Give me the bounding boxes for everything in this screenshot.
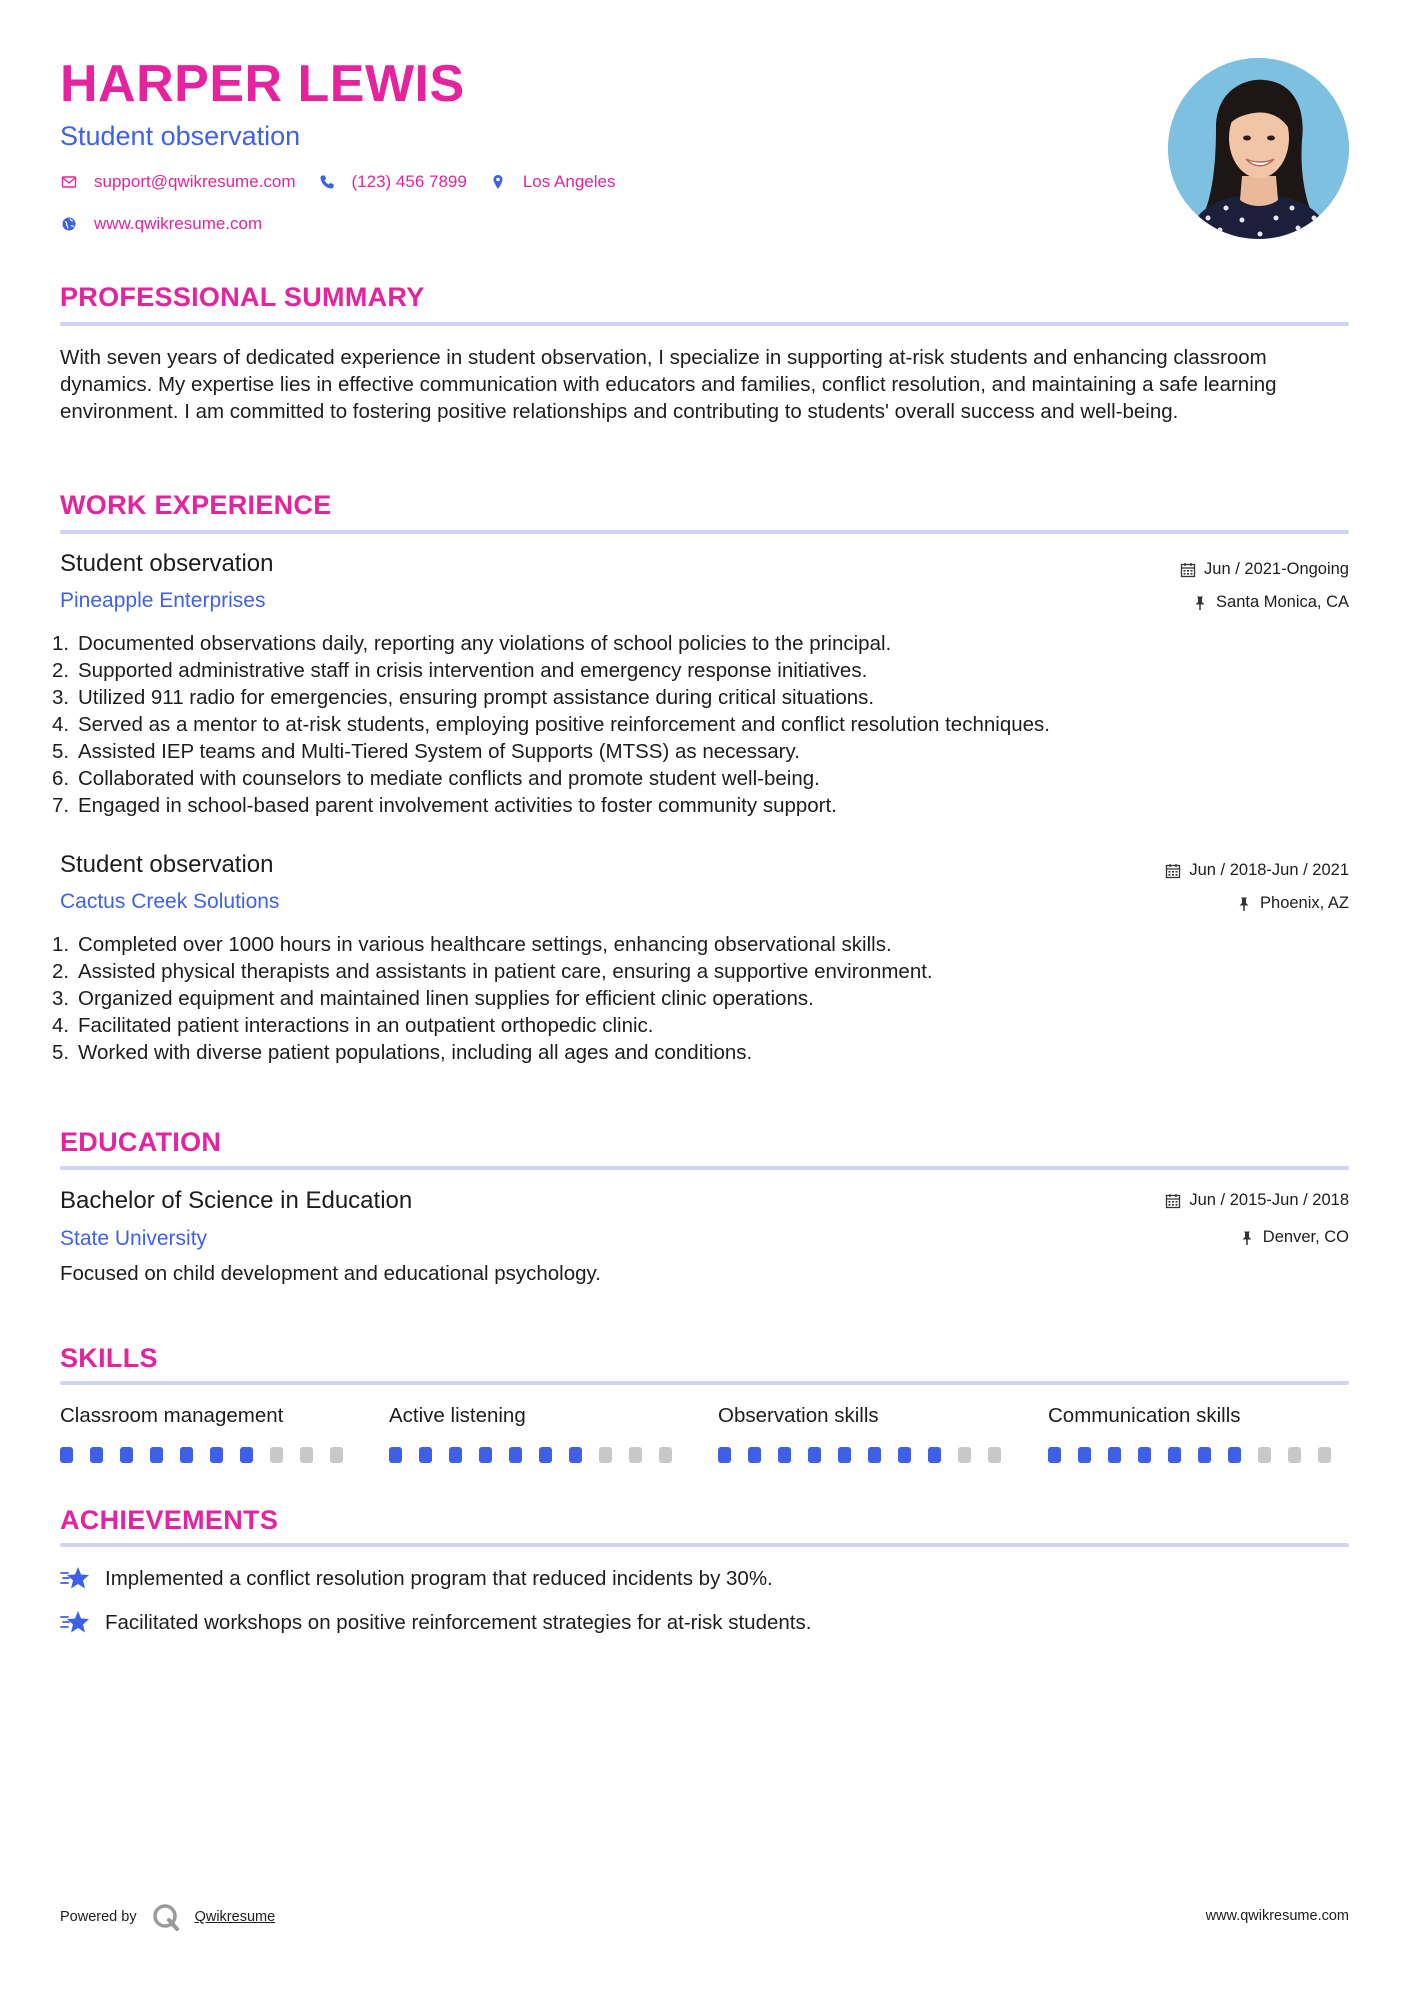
skill-dot-filled <box>868 1447 881 1463</box>
contact-website[interactable] <box>60 214 262 234</box>
calendar-icon <box>1180 562 1196 578</box>
job-location-text: Phoenix, AZ <box>1260 894 1349 912</box>
contact-row <box>60 172 637 192</box>
job-location <box>1236 894 1349 914</box>
education-location <box>1239 1228 1349 1248</box>
envelope-icon <box>60 173 78 191</box>
job-title: Student observation <box>60 550 274 577</box>
calendar-icon <box>1165 1193 1181 1209</box>
skill-name: Classroom management <box>60 1404 284 1427</box>
summary-text: With seven years of dedicated experience in student observation, I specialize in supporting at-risk students and enhancing classroom dynamics. My expertise lies in effective communication with educators and families, conflict resolution, and maintaining a safe learning environment. I am committed to fostering positive relationships and contributing to students' overall success and well-being. <box>60 346 1277 423</box>
contact-location <box>489 172 616 192</box>
skill-name: Communication skills <box>1048 1404 1241 1427</box>
skill-dot-filled <box>808 1447 821 1463</box>
education-description: Focused on child development and educational psychology. <box>60 1262 601 1285</box>
list-item: 6. Collaborated with counselors to mediate conflicts and promote student well-being. <box>52 767 820 790</box>
location-text: Los Angeles <box>522 172 616 191</box>
website-text: www.qwikresume.com <box>94 214 263 233</box>
degree-title: Bachelor of Science in Education <box>60 1187 413 1214</box>
skill-level-dots <box>389 1447 689 1463</box>
skill-level-dots <box>1048 1447 1348 1463</box>
skill-dot-filled <box>778 1447 791 1463</box>
list-item: 4. Served as a mentor to at-risk students, employing positive reinforcement and conflict resolution techniques. <box>52 713 1050 736</box>
profile-photo <box>1168 58 1349 239</box>
skill-name: Active listening <box>389 1404 526 1427</box>
skill-item <box>718 1404 1018 1463</box>
contact-phone[interactable] <box>318 172 467 192</box>
achievement-text: Implemented a conflict resolution program that reduced incidents by 30%. <box>105 1567 773 1590</box>
skill-dot-filled <box>389 1447 402 1463</box>
skill-dot-filled <box>150 1447 163 1463</box>
section-divider <box>60 530 1349 534</box>
job-location-text: Santa Monica, CA <box>1216 593 1349 611</box>
section-title-summary: PROFESSIONAL SUMMARY <box>60 282 425 312</box>
qwikresume-logo-icon <box>151 1902 181 1932</box>
skill-item <box>389 1404 689 1463</box>
skill-dot-filled <box>449 1447 462 1463</box>
skill-dot-filled <box>1198 1447 1211 1463</box>
skill-dot-filled <box>1048 1447 1061 1463</box>
section-divider <box>60 1166 1349 1170</box>
skill-level-dots <box>60 1447 360 1463</box>
achievement-text: Facilitated workshops on positive reinforcement strategies for at-risk students. <box>105 1611 812 1634</box>
skill-dot-empty <box>988 1447 1001 1463</box>
education-dates-text: Jun / 2015-Jun / 2018 <box>1189 1191 1349 1209</box>
skill-dot-empty <box>1288 1447 1301 1463</box>
star-icon <box>60 1565 92 1593</box>
pushpin-icon <box>1236 896 1252 912</box>
phone-icon <box>318 173 336 191</box>
skill-dot-filled <box>898 1447 911 1463</box>
skill-dot-filled <box>180 1447 193 1463</box>
list-item: 1. Documented observations daily, reporting any violations of school policies to the principal. <box>52 632 892 655</box>
skill-item <box>60 1404 360 1463</box>
achievement-item <box>60 1609 811 1637</box>
candidate-role: Student observation <box>60 121 301 151</box>
qwikresume-link[interactable]: Qwikresume <box>194 1909 276 1925</box>
skill-dot-filled <box>1108 1447 1121 1463</box>
skill-dot-filled <box>928 1447 941 1463</box>
skill-dot-filled <box>60 1447 73 1463</box>
skill-dot-filled <box>1168 1447 1181 1463</box>
footer-powered-by <box>60 1902 275 1932</box>
section-title-education: EDUCATION <box>60 1127 222 1157</box>
skill-dot-empty <box>1258 1447 1271 1463</box>
skill-dot-filled <box>479 1447 492 1463</box>
list-item: 2. Supported administrative staff in crisis intervention and emergency response initiatives. <box>52 659 868 682</box>
section-divider <box>60 322 1349 326</box>
skill-dot-filled <box>569 1447 582 1463</box>
section-title-achievements: ACHIEVEMENTS <box>60 1505 279 1535</box>
skill-dot-filled <box>120 1447 133 1463</box>
skill-level-dots <box>718 1447 1018 1463</box>
job-title: Student observation <box>60 851 274 878</box>
list-item: 5. Worked with diverse patient populations, including all ages and conditions. <box>52 1041 753 1064</box>
job-duties-list <box>52 630 1342 819</box>
candidate-name: HARPER LEWIS <box>60 55 465 113</box>
section-divider <box>60 1381 1349 1385</box>
skill-dot-empty <box>599 1447 612 1463</box>
list-item: 3. Organized equipment and maintained linen supplies for efficient clinic operations. <box>52 987 814 1010</box>
contact-row-web <box>60 214 284 234</box>
skill-dot-filled <box>1228 1447 1241 1463</box>
skill-dot-empty <box>300 1447 313 1463</box>
skill-dot-filled <box>240 1447 253 1463</box>
skill-dot-filled <box>1138 1447 1151 1463</box>
list-item: 5. Assisted IEP teams and Multi-Tiered System of Supports (MTSS) as necessary. <box>52 740 800 763</box>
phone-text: (123) 456 7899 <box>351 172 467 191</box>
skill-dot-filled <box>509 1447 522 1463</box>
skill-dot-empty <box>629 1447 642 1463</box>
section-divider <box>60 1543 1349 1547</box>
job-dates <box>1180 560 1349 580</box>
email-text: support@qwikresume.com <box>94 172 296 191</box>
company-name: Pineapple Enterprises <box>60 589 266 612</box>
list-item: 3. Utilized 911 radio for emergencies, ensuring prompt assistance during critical situations. <box>52 686 875 709</box>
education-dates <box>1165 1191 1349 1211</box>
skill-dot-filled <box>419 1447 432 1463</box>
job-dates-text: Jun / 2018-Jun / 2021 <box>1189 861 1349 879</box>
list-item: 4. Facilitated patient interactions in an outpatient orthopedic clinic. <box>52 1014 654 1037</box>
skill-dot-empty <box>659 1447 672 1463</box>
map-pin-icon <box>489 173 507 191</box>
skill-dot-filled <box>838 1447 851 1463</box>
list-item: 2. Assisted physical therapists and assistants in patient care, ensuring a supportive environment. <box>52 960 933 983</box>
job-location <box>1192 593 1349 613</box>
list-item: 7. Engaged in school-based parent involvement activities to foster community support. <box>52 794 837 817</box>
pushpin-icon <box>1239 1230 1255 1246</box>
education-location-text: Denver, CO <box>1262 1228 1349 1246</box>
section-title-skills: SKILLS <box>60 1343 158 1373</box>
skill-dot-empty <box>270 1447 283 1463</box>
calendar-icon <box>1165 863 1181 879</box>
contact-email[interactable] <box>60 172 296 192</box>
skill-dot-empty <box>958 1447 971 1463</box>
skill-dot-filled <box>539 1447 552 1463</box>
star-icon <box>60 1609 92 1637</box>
company-name: Cactus Creek Solutions <box>60 890 280 913</box>
skill-dot-filled <box>1078 1447 1091 1463</box>
globe-icon <box>60 215 78 233</box>
skill-item <box>1048 1404 1348 1463</box>
job-dates-text: Jun / 2021-Ongoing <box>1204 560 1349 578</box>
list-item: 1. Completed over 1000 hours in various healthcare settings, enhancing observational skills. <box>52 933 892 956</box>
powered-by-label: Powered by <box>60 1909 137 1925</box>
skill-dot-filled <box>748 1447 761 1463</box>
skill-name: Observation skills <box>718 1404 879 1427</box>
skill-dot-empty <box>1318 1447 1331 1463</box>
job-dates <box>1165 861 1349 881</box>
skill-dot-filled <box>718 1447 731 1463</box>
footer-website[interactable]: www.qwikresume.com <box>1205 1908 1349 1924</box>
achievement-item <box>60 1565 773 1593</box>
skill-dot-empty <box>330 1447 343 1463</box>
skill-dot-filled <box>210 1447 223 1463</box>
skill-dot-filled <box>90 1447 103 1463</box>
pushpin-icon <box>1192 595 1208 611</box>
job-duties-list <box>52 931 1342 1066</box>
section-title-experience: WORK EXPERIENCE <box>60 490 332 520</box>
school-name: State University <box>60 1227 208 1250</box>
